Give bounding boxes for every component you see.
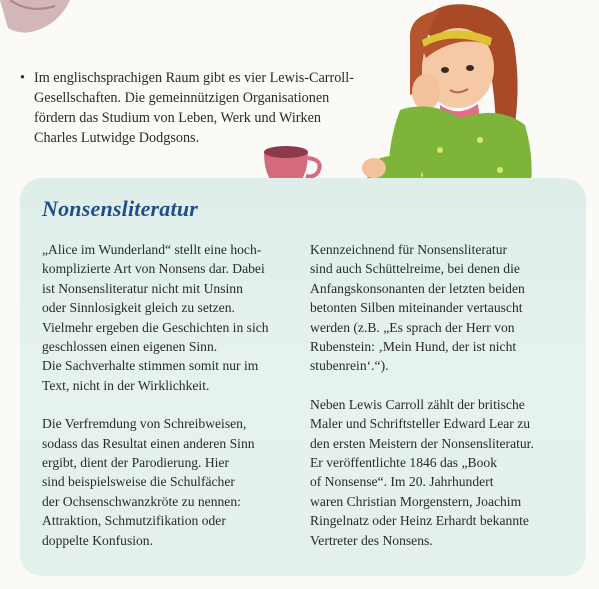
text-line: komplizierte Art von Nonsens dar. Dabei	[42, 261, 265, 277]
text-line: Attraktion, Schmutzifikation oder	[42, 513, 226, 529]
intro-line: Charles Lutwidge Dodgsons.	[34, 130, 200, 146]
paragraph	[42, 240, 304, 395]
text-line: der Ochsenschwanzkröte zu nennen:	[42, 493, 241, 509]
paragraph	[310, 240, 572, 376]
text-line: Vielmehr ergeben die Geschichten in sich	[42, 319, 269, 335]
text-line: werden (z.B. „Es sprach der Herr von	[310, 319, 515, 335]
text-line: Text, nicht in der Wirklichkeit.	[42, 377, 210, 393]
intro-line: Gesellschaften. Die gemeinnützigen Organisationen	[34, 90, 330, 106]
text-line: geschlossen einen eigenen Sinn.	[42, 339, 218, 355]
paragraph	[310, 395, 572, 550]
text-line: ist Nonsensliteratur nicht mit Unsinn	[42, 280, 243, 296]
text-line: of Nonsense“. Im 20. Jahrhundert	[310, 474, 494, 490]
text-line: oder Sinnlosigkeit gleich zu setzen.	[42, 300, 235, 316]
intro-bullet	[20, 68, 380, 148]
text-line: Er veröffentlichte 1846 das „Book	[310, 455, 497, 471]
text-line: den ersten Meistern der Nonsensliteratur.	[310, 435, 534, 451]
text-line: sind auch Schüttelreime, bei denen die	[310, 261, 520, 277]
intro-line: Im englischsprachigen Raum gibt es vier Lewis-Carroll-	[34, 70, 354, 86]
text-line: Vertreter des Nonsens.	[310, 532, 433, 548]
text-line: „Alice im Wunderland“ stellt eine hoch-	[42, 242, 262, 257]
flower-decoration	[0, 0, 90, 40]
left-column	[42, 240, 304, 569]
text-line: Rubenstein: ‚Mein Hund, der ist nicht	[310, 339, 517, 355]
text-line: sodass das Resultat einen anderen Sinn	[42, 435, 255, 451]
text-line: Die Verfremdung von Schreibweisen,	[42, 416, 247, 432]
panel-title: Nonsensliteratur	[42, 196, 199, 221]
text-line: waren Christian Morgenstern, Joachim	[310, 493, 522, 509]
text-line: Ringelnatz oder Heinz Erhardt bekannte	[310, 513, 529, 529]
text-line: Anfangskonsonanten der letzten beiden	[310, 280, 525, 296]
intro-line: fördern das Studium von Leben, Werk und Wirken	[34, 110, 321, 126]
text-line: Kennzeichnend für Nonsensliteratur	[310, 242, 508, 257]
text-line: Neben Lewis Carroll zählt der britische	[310, 396, 525, 412]
girl-illustration	[360, 0, 590, 200]
text-line: sind beispielsweise die Schulfächer	[42, 474, 235, 490]
paragraph	[42, 414, 304, 550]
text-line: Die Sachverhalte stimmen somit nur im	[42, 358, 259, 374]
text-line: doppelte Konfusion.	[42, 532, 154, 548]
text-line: stubenrein‘.“).	[310, 358, 389, 374]
bullet-point-icon: •	[20, 70, 25, 86]
text-line: Maler und Schriftsteller Edward Lear zu	[310, 416, 531, 432]
right-column	[310, 240, 572, 569]
text-line: betonten Silben miteinander vertauscht	[310, 300, 523, 316]
info-panel	[20, 178, 586, 576]
text-line: ergibt, dient der Parodierung. Hier	[42, 455, 229, 471]
